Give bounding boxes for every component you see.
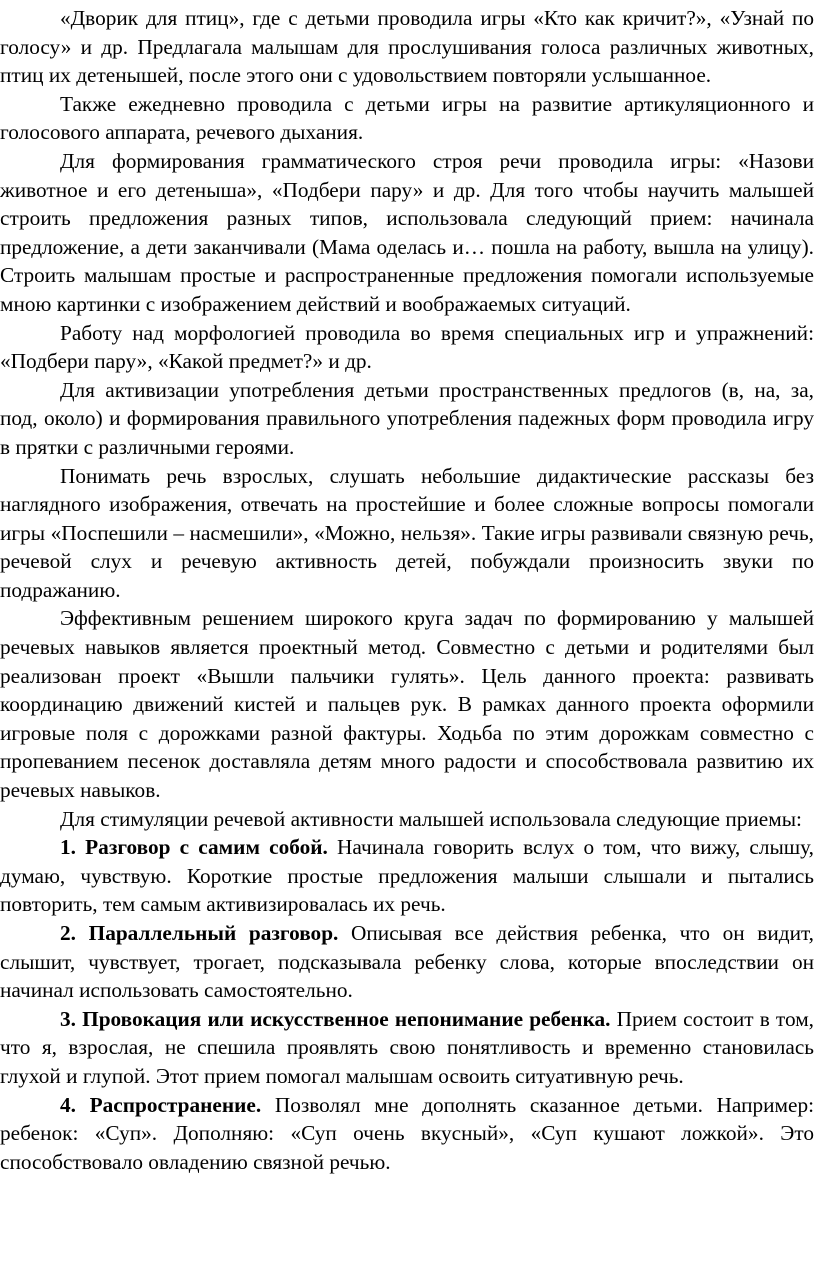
paragraph-techniques-intro: Для стимуляции речевой активности малышей использовала следующие приемы: — [60, 806, 802, 831]
technique-number: 1. — [60, 835, 76, 860]
technique-number: 2. — [60, 921, 76, 945]
technique-item-4 — [0, 1091, 814, 1177]
technique-text: Начинала говорить вслух о том, что вижу, слышу, думаю, чувствую. Короткие простые предложения малыши слышали и пытались повторить, тем самым активизировалась их речь. — [0, 835, 815, 917]
technique-title: Распространение. — [89, 1092, 262, 1117]
technique-text: Описывая все действия ребенка, что он видит, слышит, чувствует, трогает, подсказывала ребенку слова, которые впоследствии он начинал использовать самостоятельно. — [0, 921, 815, 1003]
paragraph-bird-yard-games: «Дворик для птиц», где с детьми проводила игры «Кто как кричит?», «Узнай по голосу» и др. Предлагала малышам для прослушивания голоса различных животных, птиц их детенышей, после этого они с удовольствием повторяли услышанное. — [0, 6, 814, 88]
paragraph-prepositions: Для активизации употребления детьми пространственных предлогов (в, на, за, под, около) и формирования правильного употребления падежных форм проводила игру в прятки с различными героями. — [0, 377, 814, 459]
technique-title: Разговор с самим собой. — [85, 835, 328, 860]
paragraph-grammar-games: Для формирования грамматического строя речи проводила игры: «Назови животное и его детеныша», «Подбери пару» и др. Для того чтобы научить малышей строить предложения разных типов, использовала следующий прием: начинала предложение, а дети заканчивали (Мама оделась и… пошла на работу, вышла на улицу). Строить малышам простые и распространенные предложения помогали используемые мною картинки с изображением действий и воображаемых ситуаций. — [0, 148, 814, 316]
technique-text: Позволял мне дополнять сказанное детьми. Например: ребенок: «Суп». Дополняю: «Суп очень вкусный», «Суп кушают ложкой». Это способствовало овладению связной речью. — [0, 1092, 815, 1174]
technique-number: 3. — [60, 1006, 76, 1031]
technique-item-2 — [0, 919, 814, 1005]
paragraph-speech-understanding: Понимать речь взрослых, слушать небольшие дидактические рассказы без наглядного изображения, отвечать на простейшие и более сложные вопросы помогали игры «Поспешили – насмешили», «Можно, нельзя». Такие игры развивали связную речь, речевой слух и речевую активность детей, побуждали произносить звуки по подражанию. — [0, 463, 814, 602]
technique-text: Прием состоит в том, что я, взрослая, не спешила проявлять свою понятливость и временно становилась глухой и глупой. Этот прием помогал малышам освоить ситуативную речь. — [0, 1006, 814, 1088]
paragraph-articulation-games: Также ежедневно проводила с детьми игры на развитие артикуляционного и голосового аппарата, речевого дыхания. — [0, 91, 814, 145]
technique-item-3 — [0, 1005, 814, 1091]
paragraph-morphology: Работу над морфологией проводила во время специальных игр и упражнений: «Подбери пару», «Какой предмет?» и др. — [0, 320, 814, 374]
technique-number: 4. — [60, 1092, 76, 1117]
paragraph-project-method: Эффективным решением широкого круга задач по формированию у малышей речевых навыков является проектный метод. Совместно с детьми и родителями был реализован проект «Вышли пальчики гулять». Цель данного проекта: развивать координацию движений кистей и пальцев рук. В рамках данного проекта оформили игровые поля с дорожками разной фактуры. Ходьба по этим дорожкам совместно с пропеванием песенок доставляла детям много радости и способствовала развитию их речевых навыков. — [0, 606, 814, 803]
technique-item-1 — [0, 833, 814, 919]
technique-title: Параллельный разговор. — [88, 921, 339, 945]
technique-title: Провокация или искусственное непонимание ребенка. — [82, 1006, 611, 1031]
